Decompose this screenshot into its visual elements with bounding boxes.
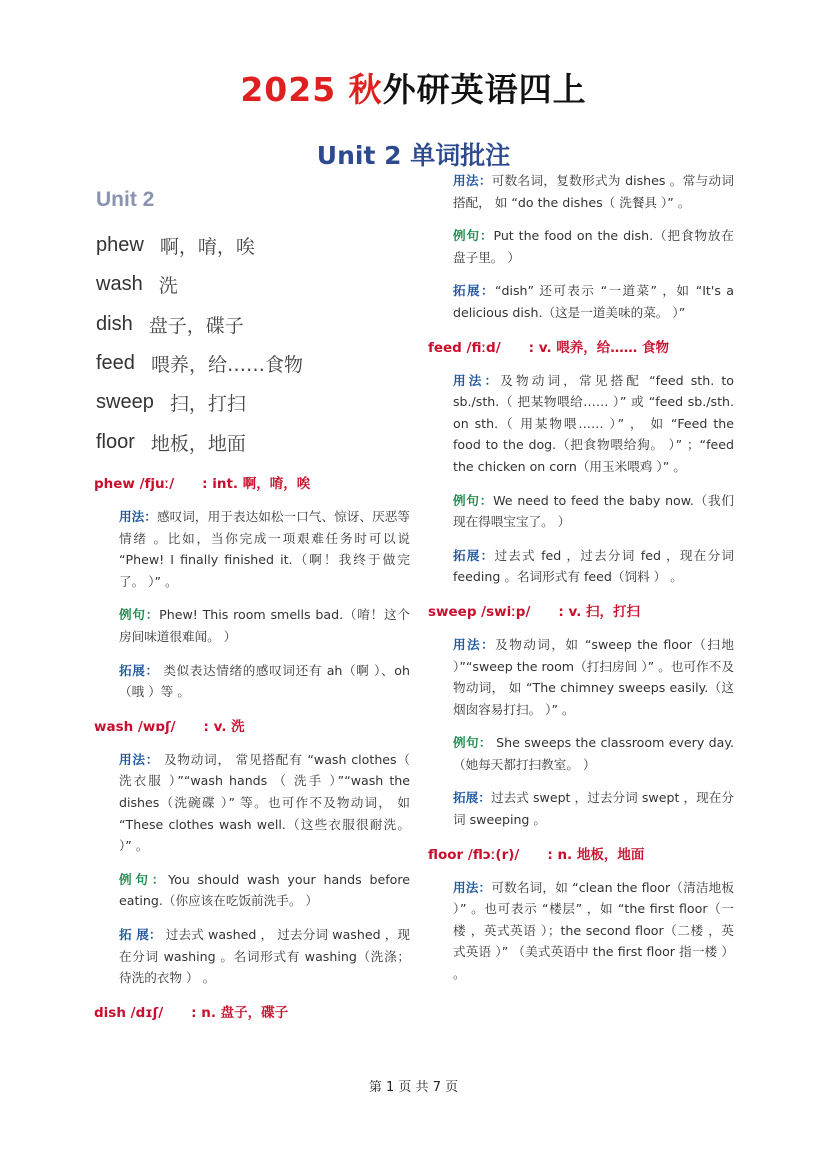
entry-heading-dish — [94, 1001, 410, 1021]
entry-word: floor /flɔː(r)/ — [428, 846, 520, 863]
document-title — [0, 64, 827, 111]
extension-paragraph — [119, 924, 410, 989]
entry-heading-phew — [94, 472, 410, 492]
entry-word: phew /fjuː/ — [94, 476, 175, 492]
extension-text: “dish” 还可表示 “一道菜” ，如 “It's a delicious dish.（这是一道美味的菜。 ）” — [453, 283, 734, 320]
entry-heading-feed — [428, 336, 734, 356]
example-label: 例句： — [119, 871, 169, 887]
vocab-word: dish — [96, 312, 133, 335]
example-label: 例句： — [453, 492, 494, 508]
entry-heading-floor — [428, 843, 734, 863]
example-text: Phew! This room smells bad.（唷！这个房间味道很难闻。 ） — [119, 607, 410, 644]
usage-text: 及物动词， 常见搭配有 “wash clothes（ 洗衣服 ）”“wash hands （ 洗手 ）”“wash the dishes（洗碗碟 ）” 等。也可作不及物动词， 如 “These clothes wash well.（这些衣服很耐洗。 ）” 。 — [119, 751, 410, 854]
extension-label: 拓展： — [453, 547, 495, 563]
right-column — [428, 170, 734, 997]
vocab-meaning: 盘子，碟子 — [148, 314, 244, 337]
usage-paragraph — [119, 506, 410, 592]
vocab-word: sweep — [96, 391, 154, 414]
example-text: She sweeps the classroom every day.（她每天都打扫教室。 ） — [453, 735, 734, 772]
extension-paragraph — [453, 787, 734, 830]
extension-label: 拓 展： — [119, 926, 162, 942]
vocab-word: feed — [96, 352, 135, 375]
vocab-meaning: 洗 — [158, 275, 178, 298]
usage-text: 可数名词，如 “clean the floor（清洁地板 ）” 。也可表示 “楼层” ，如 “the first floor（一楼 ，英式英语 ）；the second floor（二楼 ，英式英语 ）” （美式英语中 the first floor 指一楼 ） 。 — [453, 879, 734, 982]
entry-pos: : n. 盘子，碟子 — [191, 1004, 289, 1021]
usage-label: 用法： — [453, 879, 492, 895]
entry-pos: : int. 啊，唷，唉 — [202, 476, 311, 492]
entry-word: dish /dɪʃ/ — [94, 1004, 164, 1021]
vocab-row — [96, 383, 396, 422]
title-rest: 外研英语四上 — [382, 70, 587, 109]
vocab-row — [96, 422, 396, 461]
entry-word: wash /wɒʃ/ — [94, 718, 176, 735]
entry-pos: : v. 洗 — [203, 718, 245, 735]
usage-text: 感叹词，用于表达如松一口气、惊讶、厌恶等情绪 。比如，当你完成一项艰难任务时可以说 “Phew! I finally finished it.（啊！我终于做完了。 ）” 。 — [119, 509, 411, 589]
usage-paragraph — [119, 749, 410, 857]
entry-word: sweep /swiːp/ — [428, 603, 531, 620]
usage-paragraph — [453, 170, 734, 213]
usage-text: 及物动词，如 “sweep the floor（扫地 ）”“sweep the room（打扫房间 ）” 。也可作不及物动词， 如 “The chimney sweeps easily.（这烟囱容易打扫。 ）” 。 — [453, 636, 734, 717]
vocabulary-image — [96, 188, 396, 462]
entry-pos: : n. 地板，地面 — [547, 846, 645, 863]
example-paragraph — [453, 490, 734, 533]
vocab-word: phew — [96, 234, 144, 257]
example-label: 例句： — [453, 228, 494, 244]
usage-paragraph — [453, 370, 734, 478]
usage-label: 用法： — [119, 509, 157, 524]
page-footer: 第 1 页 共 7 页 — [368, 1080, 459, 1095]
example-paragraph — [119, 604, 410, 647]
extension-label: 拓展： — [119, 662, 159, 678]
title-season: 秋 — [348, 70, 383, 109]
usage-label: 用法： — [453, 636, 496, 652]
vocab-meaning: 地板，地面 — [150, 432, 246, 455]
usage-text: 及物动词，常见搭配 “feed sth. to sb./sth.（ 把某物喂给…… ）” 或 “feed sb./sth. on sth.（ 用某物喂…… ）” ， 如 “Feed the food to the dog.（把食物喂给狗。 ）” ；“feed the chicken on corn（用玉米喂鸡 ）” 。 — [453, 372, 735, 474]
vocab-row — [96, 344, 396, 383]
vocab-meaning: 喂养，给……食物 — [150, 354, 303, 377]
extension-text: 过去式 washed ， 过去分词 washed ，现在分词 washing 。名词形式有 washing（洗涤；待洗的衣物 ） 。 — [119, 926, 411, 986]
entry-heading-sweep — [428, 600, 734, 620]
vocab-meaning: 扫，打扫 — [169, 393, 246, 416]
usage-label: 用法： — [453, 372, 501, 388]
usage-label: 用法： — [453, 173, 492, 188]
unit-subtitle: Unit 2 单词批注 — [316, 141, 511, 170]
entry-pos: : v. 扫，打扫 — [558, 603, 641, 620]
example-text: You should wash your hands before eating.（你应该在吃饭前洗手。 ） — [119, 871, 410, 909]
extension-text: 过去式 fed ，过去分词 fed ，现在分词 feeding 。名词形式有 feed（饲料 ） 。 — [453, 547, 734, 585]
usage-text: 可数名词，复数形式为 dishes 。常与动词搭配， 如 “do the dishes（ 洗餐具 ）” 。 — [453, 173, 735, 210]
usage-label: 用法： — [119, 751, 160, 767]
entry-pos: : v. 喂养，给…… 食物 — [528, 339, 669, 356]
vocab-word: wash — [96, 273, 143, 296]
extension-paragraph — [453, 545, 734, 588]
extension-text: 过去式 swept ，过去分词 swept ，现在分词 sweeping 。 — [453, 790, 734, 828]
vocab-row — [96, 226, 396, 265]
vocab-heading: Unit 2 — [96, 188, 155, 211]
usage-paragraph — [453, 634, 734, 720]
entry-word: feed /fiːd/ — [428, 339, 501, 356]
extension-text: 类似表达情绪的感叹词还有 ah（啊 ）、oh（哦 ）等 。 — [119, 662, 410, 700]
example-text: Put the food on the dish.（把食物放在盘子里。 ） — [453, 228, 734, 265]
example-paragraph — [453, 225, 734, 268]
usage-paragraph — [453, 877, 734, 985]
vocab-row — [96, 265, 396, 304]
title-year: 2025 — [240, 70, 337, 109]
example-label: 例句： — [453, 735, 492, 751]
extension-label: 拓展： — [453, 790, 491, 806]
extension-label: 拓展： — [453, 283, 495, 299]
example-paragraph — [119, 869, 410, 912]
vocab-meaning: 啊，唷，唉 — [159, 236, 255, 259]
vocab-word: floor — [96, 430, 135, 453]
example-paragraph — [453, 732, 734, 775]
example-text: We need to feed the baby now.（我们现在得喂宝宝了。 ） — [453, 492, 734, 530]
extension-paragraph — [453, 280, 734, 323]
example-label: 例句： — [119, 607, 160, 623]
vocab-row — [96, 305, 396, 344]
entry-heading-wash — [94, 715, 410, 735]
extension-paragraph — [119, 660, 410, 703]
left-column — [94, 472, 410, 1035]
